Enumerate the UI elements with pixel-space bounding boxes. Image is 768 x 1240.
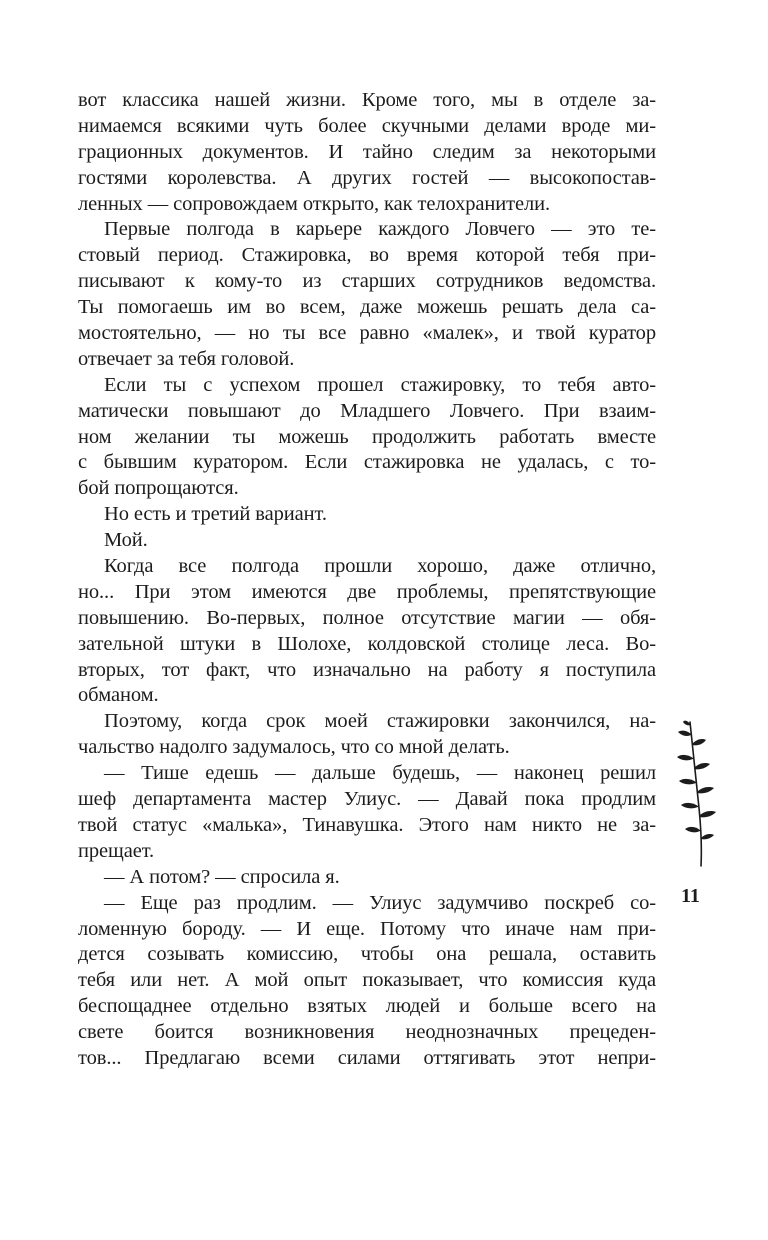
text-line: Когда все полгода прошли хорошо, даже отлично, (104, 555, 656, 578)
text-line: чальство надолго задумалось, что со мной делать. (78, 736, 510, 759)
text-line: писывают к кому-то из старших сотрудников ведомства. (78, 270, 656, 293)
text-line: — Еще раз продлим. — Улиус задумчиво поскреб со- (104, 891, 656, 914)
body-text (78, 88, 656, 1072)
text-line: Если ты с успехом прошел стажировку, то тебя авто- (104, 373, 656, 396)
text-line: обманом. (78, 684, 159, 707)
text-line: твой статус «малька», Тинавушка. Этого нам никто не за- (78, 813, 656, 836)
text-line: — Тише едешь — дальше будешь, — наконец решил (104, 762, 656, 785)
text-line: тов... Предлагаю всеми силами оттягивать этот непри- (78, 1046, 656, 1069)
text-line: гостями королевства. А других гостей — высокопостав- (78, 166, 656, 189)
text-line: зательной штуки в Шолохе, колдовской столице леса. Во- (78, 632, 656, 655)
text-line: дется созывать комиссию, чтобы она решала, оставить (78, 943, 656, 966)
text-line: повышению. Во-первых, полное отсутствие магии — обя- (78, 606, 656, 629)
page-number: 11 (681, 885, 700, 907)
text-line: грационных документов. И тайно следим за некоторыми (78, 140, 656, 163)
text-line: ленных — сопровождаем открыто, как телохранители. (78, 192, 551, 215)
text-line: матически повышают до Младшего Ловчего. При взаим- (78, 399, 656, 422)
text-line: вот классика нашей жизни. Кроме того, мы в отделе за- (78, 89, 656, 111)
text-line: нимаемся всякими чуть более скучными делами вроде ми- (78, 114, 656, 137)
text-line: Мой. (104, 529, 148, 552)
text-line: отвечает за тебя головой. (78, 347, 295, 370)
text-line: Ты помогаешь им во всем, даже можешь решать дела са- (78, 296, 656, 319)
text-line: с бывшим куратором. Если стажировка не удалась, с то- (78, 451, 656, 474)
text-line: тебя или нет. А мой опыт показывает, что комиссия куда (78, 969, 656, 992)
text-line: беспощаднее отдельно взятых людей и больше всего на (78, 995, 656, 1018)
text-line: шеф департамента мастер Улиус. — Давай пока продлим (78, 788, 656, 811)
text-line: вторых, тот факт, что изначально на работу я поступила (78, 658, 656, 681)
text-line: ном желании ты можешь продолжить работать вместе (78, 425, 656, 448)
text-line: но... При этом имеются две проблемы, препятствующие (78, 580, 656, 603)
text-line: бой попрощаются. (78, 477, 239, 500)
text-line: свете боится возникновения неоднозначных прецеден- (78, 1021, 656, 1044)
text-line: мостоятельно, — но ты все равно «малек», и твой куратор (78, 322, 656, 345)
text-line: ломенную бороду. — И еще. Потому что иначе нам при- (78, 917, 656, 940)
text-line: Поэтому, когда срок моей стажировки закончился, на- (104, 710, 656, 733)
text-line: прещает. (78, 839, 155, 862)
text-line: Первые полгода в карьере каждого Ловчего — это те- (104, 218, 656, 241)
text-line: Но есть и третий вариант. (104, 503, 327, 526)
leaf-branch-icon (666, 720, 730, 870)
text-line: — А потом? — спросила я. (104, 865, 340, 888)
text-line: стовый период. Стажировка, во время которой тебя при- (78, 244, 656, 267)
